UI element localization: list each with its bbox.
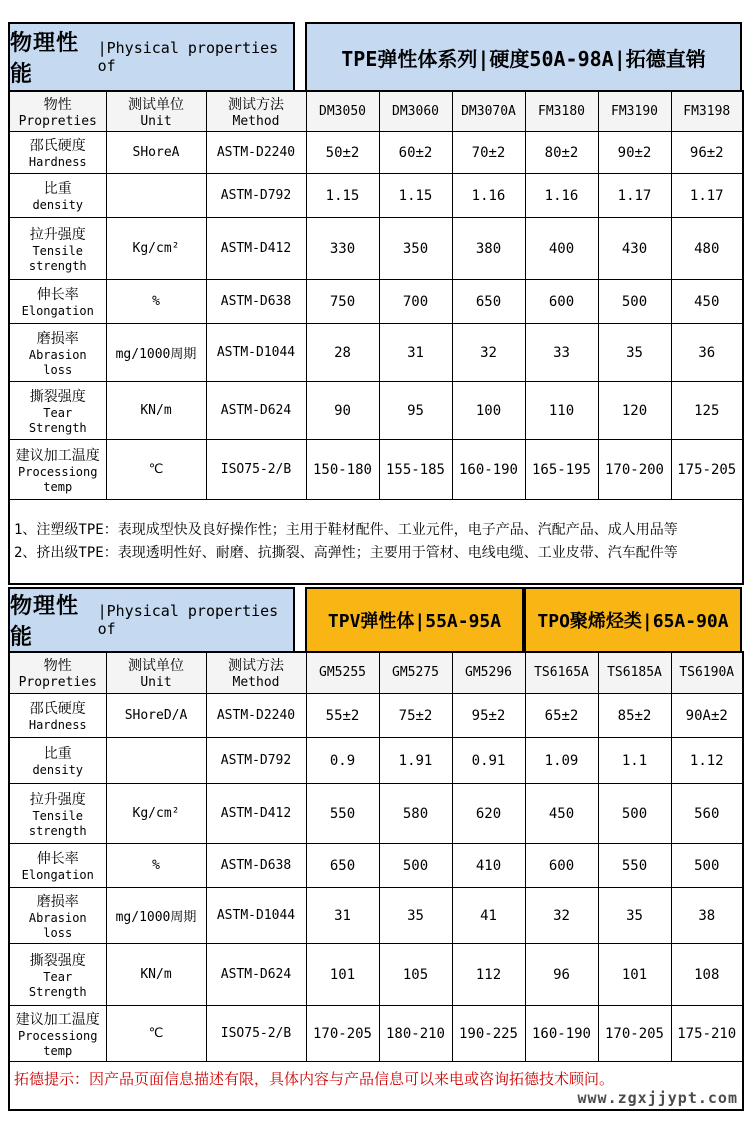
model-header: DM3060 [379, 91, 452, 132]
value-cell: 35 [598, 888, 671, 944]
value-cell: 90±2 [598, 132, 671, 174]
tpv-series-title: TPV弹性体|55A-95A [305, 587, 524, 651]
value-cell: 32 [525, 888, 598, 944]
value-cell: 190-225 [452, 1006, 525, 1062]
value-cell: 95±2 [452, 694, 525, 738]
prop-cell: 磨损率 Abrasion loss [9, 324, 106, 382]
prop-cell: 撕裂强度 Tear Strength [9, 382, 106, 440]
table-row [9, 440, 743, 500]
title-cn: 物理性能 [10, 593, 80, 650]
table-row [9, 324, 743, 382]
value-cell: 400 [525, 218, 598, 280]
value-cell: 170-200 [598, 440, 671, 500]
prop-cell: 建议加工温度 Processiong temp [9, 1006, 106, 1062]
model-header: TS6190A [671, 652, 743, 694]
column-header-row [9, 652, 743, 694]
value-cell: 430 [598, 218, 671, 280]
value-cell: 1.17 [598, 174, 671, 218]
model-header: GM5255 [306, 652, 379, 694]
model-header: FM3198 [671, 91, 743, 132]
value-cell: 410 [452, 844, 525, 888]
model-header: FM3190 [598, 91, 671, 132]
value-cell: 650 [452, 280, 525, 324]
value-cell: 170-205 [306, 1006, 379, 1062]
prop-cell: 伸长率 Elongation [9, 280, 106, 324]
table-row [9, 174, 743, 218]
value-cell: 38 [671, 888, 743, 944]
value-cell: 1.16 [525, 174, 598, 218]
table-row [9, 784, 743, 844]
table-row [9, 888, 743, 944]
value-cell: 0.9 [306, 738, 379, 784]
unit-cell [106, 174, 206, 218]
value-cell: 550 [598, 844, 671, 888]
value-cell: 65±2 [525, 694, 598, 738]
value-cell: 28 [306, 324, 379, 382]
value-cell: 125 [671, 382, 743, 440]
unit-cell: mg/1000周期 [106, 324, 206, 382]
value-cell: 500 [671, 844, 743, 888]
model-header: GM5275 [379, 652, 452, 694]
method-cell: ASTM-D1044 [206, 324, 306, 382]
prop-cell: 邵氏硬度 Hardness [9, 132, 106, 174]
value-cell: 600 [525, 844, 598, 888]
table-row [9, 1006, 743, 1062]
value-cell: 41 [452, 888, 525, 944]
model-header: DM3070A [452, 91, 525, 132]
value-cell: 112 [452, 944, 525, 1006]
value-cell: 500 [379, 844, 452, 888]
prop-cell: 比重 density [9, 738, 106, 784]
tpe-properties-table [8, 90, 744, 585]
note-line-1: 1、注塑级TPE：表现成型快及良好操作性；主用于鞋材配件、工业元件，电子产品、汽配产品、成人用品等 [14, 522, 678, 539]
value-cell: 32 [452, 324, 525, 382]
value-cell: 50±2 [306, 132, 379, 174]
model-header: TS6185A [598, 652, 671, 694]
value-cell: 110 [525, 382, 598, 440]
unit-cell: Kg/cm² [106, 784, 206, 844]
value-cell: 55±2 [306, 694, 379, 738]
website-watermark: www.zgxjjypt.com [577, 1089, 738, 1107]
tpe-series-title: TPE弹性体系列|硬度50A-98A|拓德直销 [305, 22, 742, 90]
value-cell: 105 [379, 944, 452, 1006]
title-en: |Physical properties of [97, 39, 279, 75]
table-row [9, 132, 743, 174]
unit-cell: % [106, 844, 206, 888]
method-cell: ASTM-D792 [206, 174, 306, 218]
value-cell: 96 [525, 944, 598, 1006]
tpo-series-title: TPO聚烯烃类|65A-90A [524, 587, 742, 651]
prop-cell: 撕裂强度 Tear Strength [9, 944, 106, 1006]
value-cell: 160-190 [525, 1006, 598, 1062]
value-cell: 1.91 [379, 738, 452, 784]
value-cell: 480 [671, 218, 743, 280]
value-cell: 0.91 [452, 738, 525, 784]
prop-cell: 建议加工温度 Processiong temp [9, 440, 106, 500]
value-cell: 60±2 [379, 132, 452, 174]
value-cell: 1.12 [671, 738, 743, 784]
value-cell: 31 [379, 324, 452, 382]
physical-properties-title [8, 22, 295, 90]
value-cell: 150-180 [306, 440, 379, 500]
method-cell: ASTM-D792 [206, 738, 306, 784]
unit-cell: KN/m [106, 944, 206, 1006]
value-cell: 1.15 [379, 174, 452, 218]
unit-cell: ℃ [106, 440, 206, 500]
value-cell: 70±2 [452, 132, 525, 174]
value-cell: 450 [525, 784, 598, 844]
value-cell: 450 [671, 280, 743, 324]
value-cell: 120 [598, 382, 671, 440]
unit-header: 测试单位 Unit [106, 652, 206, 694]
value-cell: 33 [525, 324, 598, 382]
method-cell: ASTM-D1044 [206, 888, 306, 944]
tpe-notes [9, 500, 743, 584]
method-cell: ASTM-D624 [206, 382, 306, 440]
value-cell: 500 [598, 784, 671, 844]
physical-properties-title-2 [8, 587, 295, 651]
value-cell: 620 [452, 784, 525, 844]
value-cell: 330 [306, 218, 379, 280]
value-cell: 600 [525, 280, 598, 324]
value-cell: 180-210 [379, 1006, 452, 1062]
table-row [9, 944, 743, 1006]
method-cell: ASTM-D412 [206, 218, 306, 280]
unit-cell: SHoreA [106, 132, 206, 174]
method-cell: ISO75-2/B [206, 1006, 306, 1062]
title-cn: 物理性能 [10, 31, 80, 87]
method-cell: ASTM-D638 [206, 280, 306, 324]
value-cell: 560 [671, 784, 743, 844]
method-header: 测试方法 Method [206, 91, 306, 132]
table-row [9, 738, 743, 784]
value-cell: 35 [598, 324, 671, 382]
tpe-header-band [8, 22, 742, 90]
prop-header: 物性 Propreties [9, 652, 106, 694]
value-cell: 165-195 [525, 440, 598, 500]
value-cell: 155-185 [379, 440, 452, 500]
note-line-2: 2、挤出级TPE：表现透明性好、耐磨、抗撕裂、高弹性；主要用于管材、电线电缆、工业皮带、汽车配件等 [14, 545, 678, 562]
prop-cell: 拉升强度 Tensile strength [9, 218, 106, 280]
tpv-tpo-header-band [8, 587, 742, 651]
prop-cell: 拉升强度 Tensile strength [9, 784, 106, 844]
value-cell: 1.15 [306, 174, 379, 218]
value-cell: 380 [452, 218, 525, 280]
value-cell: 750 [306, 280, 379, 324]
method-cell: ISO75-2/B [206, 440, 306, 500]
value-cell: 580 [379, 784, 452, 844]
model-header: TS6165A [525, 652, 598, 694]
table-row [9, 694, 743, 738]
unit-cell: mg/1000周期 [106, 888, 206, 944]
header-gap [295, 22, 305, 90]
value-cell: 170-205 [598, 1006, 671, 1062]
method-cell: ASTM-D2240 [206, 132, 306, 174]
method-cell: ASTM-D2240 [206, 694, 306, 738]
value-cell: 36 [671, 324, 743, 382]
unit-cell: Kg/cm² [106, 218, 206, 280]
value-cell: 550 [306, 784, 379, 844]
unit-cell: SHoreD/A [106, 694, 206, 738]
value-cell: 31 [306, 888, 379, 944]
value-cell: 650 [306, 844, 379, 888]
value-cell: 175-205 [671, 440, 743, 500]
table-row [9, 218, 743, 280]
value-cell: 700 [379, 280, 452, 324]
prop-cell: 磨损率 Abrasion loss [9, 888, 106, 944]
model-header: DM3050 [306, 91, 379, 132]
footer-row [9, 1062, 743, 1111]
value-cell: 90 [306, 382, 379, 440]
title-en: |Physical properties of [97, 601, 279, 638]
method-cell: ASTM-D638 [206, 844, 306, 888]
prop-header: 物性 Propreties [9, 91, 106, 132]
value-cell: 1.17 [671, 174, 743, 218]
prop-cell: 伸长率 Elongation [9, 844, 106, 888]
value-cell: 350 [379, 218, 452, 280]
value-cell: 175-210 [671, 1006, 743, 1062]
unit-cell: ℃ [106, 1006, 206, 1062]
table-row [9, 382, 743, 440]
vendor-tip-text: 拓德提示：因产品页面信息描述有限，具体内容与产品信息可以来电或咨询拓德技术顾问。 [14, 1070, 615, 1088]
unit-header: 测试单位 Unit [106, 91, 206, 132]
method-cell: ASTM-D624 [206, 944, 306, 1006]
value-cell: 108 [671, 944, 743, 1006]
model-header: FM3180 [525, 91, 598, 132]
table-row [9, 844, 743, 888]
unit-cell: % [106, 280, 206, 324]
prop-cell: 邵氏硬度 Hardness [9, 694, 106, 738]
value-cell: 160-190 [452, 440, 525, 500]
method-cell: ASTM-D412 [206, 784, 306, 844]
notes-row [9, 500, 743, 584]
value-cell: 500 [598, 280, 671, 324]
model-header: GM5296 [452, 652, 525, 694]
footer-note-cell [9, 1062, 743, 1111]
value-cell: 80±2 [525, 132, 598, 174]
prop-cell: 比重 density [9, 174, 106, 218]
column-header-row [9, 91, 743, 132]
unit-cell: KN/m [106, 382, 206, 440]
value-cell: 85±2 [598, 694, 671, 738]
value-cell: 100 [452, 382, 525, 440]
value-cell: 101 [306, 944, 379, 1006]
header-gap [295, 587, 305, 651]
tpv-tpo-properties-table [8, 651, 744, 1112]
value-cell: 75±2 [379, 694, 452, 738]
value-cell: 1.16 [452, 174, 525, 218]
value-cell: 95 [379, 382, 452, 440]
table-row [9, 280, 743, 324]
value-cell: 96±2 [671, 132, 743, 174]
method-header: 测试方法 Method [206, 652, 306, 694]
unit-cell [106, 738, 206, 784]
value-cell: 1.1 [598, 738, 671, 784]
value-cell: 101 [598, 944, 671, 1006]
value-cell: 35 [379, 888, 452, 944]
value-cell: 90A±2 [671, 694, 743, 738]
value-cell: 1.09 [525, 738, 598, 784]
